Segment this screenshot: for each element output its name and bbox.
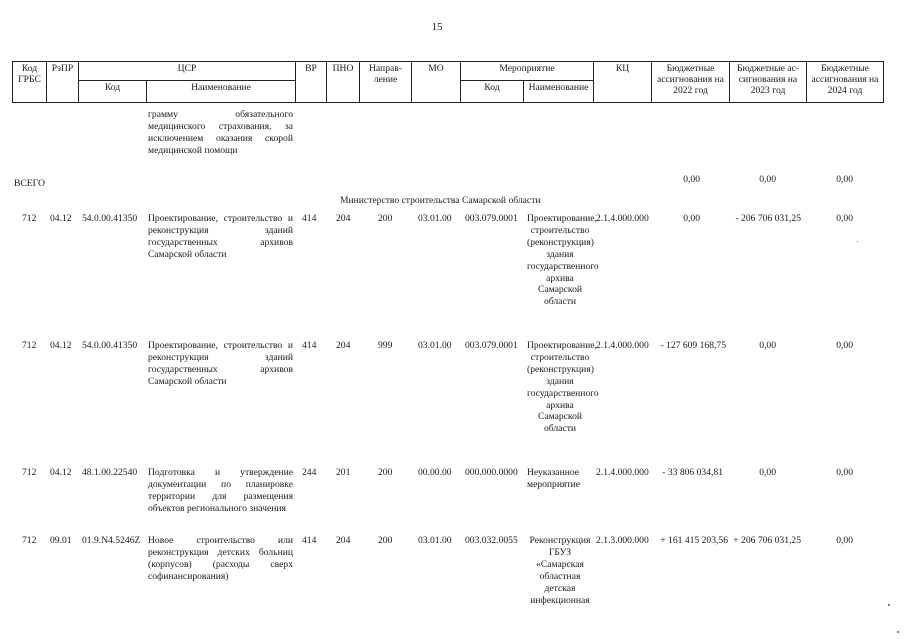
cell-budget-2023: - 206 706 031,25 bbox=[735, 213, 801, 224]
page-number: 15 bbox=[431, 21, 443, 33]
cell-direction: 200 bbox=[378, 535, 393, 546]
cell-direction: 200 bbox=[378, 213, 393, 224]
total-2022: 0,00 bbox=[683, 174, 700, 185]
cell-budget-2022: - 33 806 034,81 bbox=[662, 467, 723, 478]
cell-csr-code: 48.1.00.22540 bbox=[82, 467, 138, 478]
cell-mo: 03.01.00 bbox=[418, 535, 452, 546]
cell-budget-2024: 0,00 bbox=[836, 213, 853, 224]
cell-vr: 414 bbox=[302, 340, 317, 351]
header-vr: ВР bbox=[295, 61, 327, 103]
header-direction: Направ-ление bbox=[359, 61, 412, 103]
cell-kc: 2.1.4.000.000 bbox=[596, 213, 649, 224]
cell-vr: 414 bbox=[302, 213, 317, 224]
header-event: Мероприятие bbox=[460, 61, 594, 81]
cell-grbs: 712 bbox=[22, 467, 37, 478]
cell-event-name: Реконструкция ГБУЗ «Самарская областная детская инфекционная bbox=[529, 535, 591, 606]
header-rzpr: РзПР bbox=[46, 61, 79, 103]
header-budget-2023: Бюджетные ас-сигнования на 2023 год bbox=[729, 61, 807, 103]
cell-csr-name: Новое строительство или реконструкция детских больниц (корпусов) (расходы сверх софинансирования) bbox=[148, 535, 293, 582]
cell-event-code: 003.079.0001 bbox=[465, 340, 518, 351]
scan-speck bbox=[857, 241, 858, 242]
header-event-code: Код bbox=[460, 80, 524, 103]
cell-event-code: 003.079.0001 bbox=[465, 213, 518, 224]
cell-event-code: 003.032.0055 bbox=[465, 535, 518, 546]
cell-direction: 999 bbox=[378, 340, 393, 351]
header-budget-2024: Бюджетные ассигнования на 2024 год bbox=[806, 61, 884, 103]
cell-csr-name: Подготовка и утверждение документации по планировке территории для размещения объектов регионального значения bbox=[148, 467, 293, 514]
cell-kc: 2.1.3.000.000 bbox=[596, 535, 649, 546]
cell-csr-code: 54.0.00.41350 bbox=[82, 340, 138, 351]
cell-kc: 2.1.4.000.000 bbox=[596, 467, 649, 478]
cell-pno: 204 bbox=[336, 213, 351, 224]
cell-vr: 414 bbox=[302, 535, 317, 546]
header-event-name: Наименование bbox=[523, 80, 594, 103]
header-mo: МО bbox=[411, 61, 461, 103]
cell-budget-2024: 0,00 bbox=[836, 340, 853, 351]
header-csr-name: Наименование bbox=[146, 80, 296, 103]
cell-rzpr: 09.01 bbox=[50, 535, 72, 546]
header-csr: ЦСР bbox=[78, 61, 296, 81]
cell-csr-name: Проектирование, строительство и реконструкция зданий государственных архивов Самарской области bbox=[148, 340, 293, 387]
total-2024: 0,00 bbox=[836, 174, 853, 185]
cell-grbs: 712 bbox=[22, 535, 37, 546]
cell-budget-2023: + 206 706 031,25 bbox=[733, 535, 801, 546]
header-csr-code: Код bbox=[78, 80, 147, 103]
cell-pno: 201 bbox=[336, 467, 351, 478]
cell-grbs: 712 bbox=[22, 213, 37, 224]
cell-budget-2023: 0,00 bbox=[759, 467, 776, 478]
cell-event-name: Проектирование, строительство (реконструкция) здания государственного архива Самарской области bbox=[527, 340, 599, 435]
cell-budget-2022: - 127 609 168,75 bbox=[660, 340, 726, 351]
cell-budget-2024: 0,00 bbox=[836, 467, 853, 478]
cell-event-name: Проектирование, строительство (реконструкция) здания государственного архива Самарской области bbox=[527, 213, 599, 308]
header-pno: ПНО bbox=[326, 61, 360, 103]
scan-speck bbox=[888, 604, 890, 606]
header-grbs: Код ГРБС bbox=[12, 61, 47, 103]
cell-grbs: 712 bbox=[22, 340, 37, 351]
cell-csr-code: 54.0.00.41350 bbox=[82, 213, 138, 224]
continuation-text: грамму обязательного медицинского страхования, за исключением оказания скорой медицинской помощи bbox=[148, 109, 293, 156]
cell-kc: 2.1.4.000.000 bbox=[596, 340, 649, 351]
total-2023: 0,00 bbox=[759, 174, 776, 185]
cell-rzpr: 04.12 bbox=[50, 467, 72, 478]
cell-rzpr: 04.12 bbox=[50, 213, 72, 224]
cell-vr: 244 bbox=[302, 467, 317, 478]
cell-event-code: 000.000.0000 bbox=[465, 467, 518, 478]
header-budget-2022: Бюджетные ассигнования на 2022 год bbox=[651, 61, 730, 103]
total-label: ВСЕГО bbox=[14, 178, 45, 189]
cell-mo: 03.01.00 bbox=[418, 340, 452, 351]
ministry-title: Министерство строительства Самарской области bbox=[340, 195, 541, 206]
scan-speck bbox=[897, 631, 899, 633]
cell-mo: 00.00.00 bbox=[418, 467, 452, 478]
cell-event-name: Неуказанное мероприятие bbox=[527, 467, 580, 490]
cell-pno: 204 bbox=[336, 340, 351, 351]
cell-csr-name: Проектирование, строительство и реконструкция зданий государственных архивов Самарской области bbox=[148, 213, 293, 260]
cell-direction: 200 bbox=[378, 467, 393, 478]
header-kc: КЦ bbox=[593, 61, 652, 103]
cell-budget-2022: + 161 415 203,56 bbox=[660, 535, 728, 546]
cell-budget-2022: 0,00 bbox=[683, 213, 700, 224]
cell-budget-2023: 0,00 bbox=[759, 340, 776, 351]
cell-mo: 03.01.00 bbox=[418, 213, 452, 224]
cell-rzpr: 04.12 bbox=[50, 340, 72, 351]
cell-budget-2024: 0,00 bbox=[836, 535, 853, 546]
cell-csr-code: 01.9.N4.5246Z bbox=[82, 535, 141, 546]
cell-pno: 204 bbox=[336, 535, 351, 546]
